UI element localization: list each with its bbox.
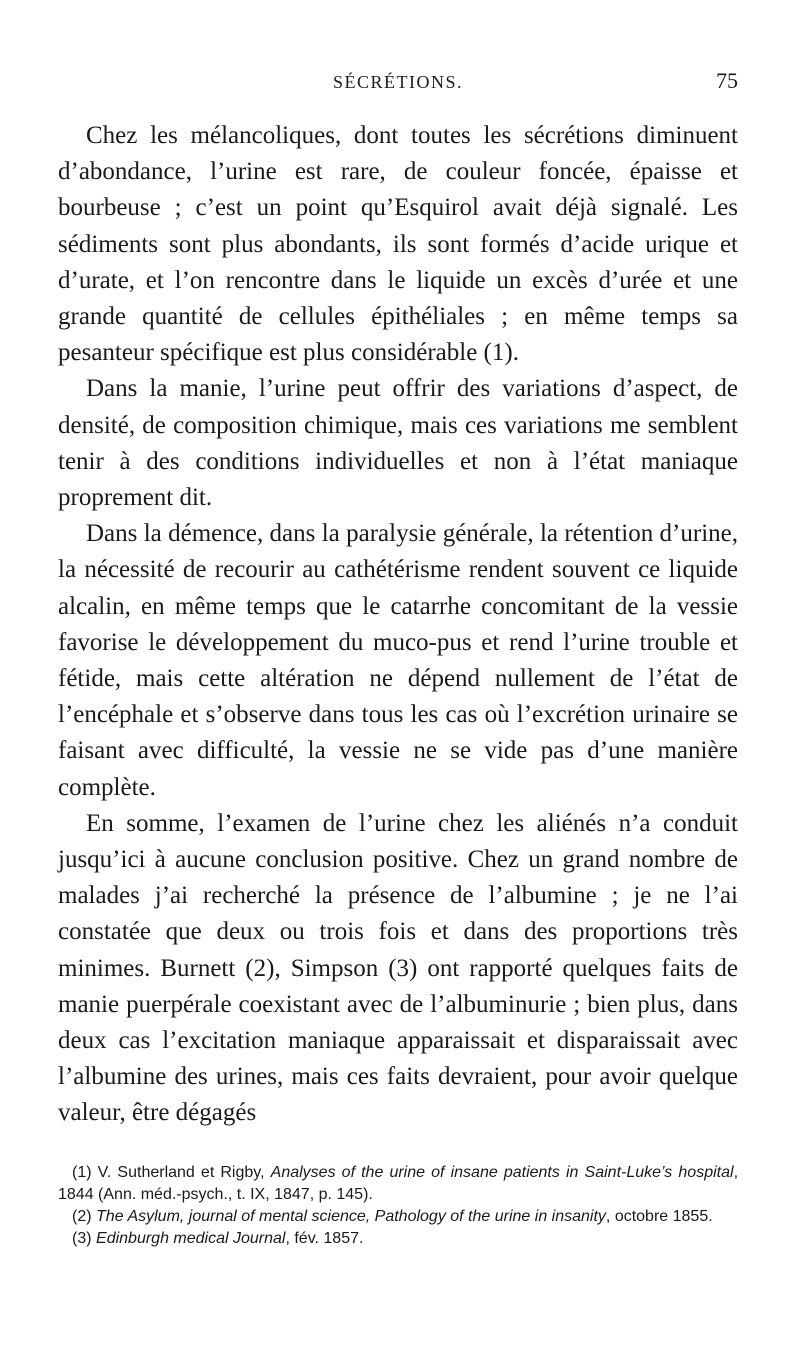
footnote-2: [58, 1206, 738, 1228]
book-page: [58, 0, 738, 1368]
running-head: [58, 0, 738, 100]
paragraph-mania: Dans la manie, l’urine peut offrir des variations d’aspect, de densité, de composition chimique, mais ces variations me semblent tenir à des conditions individuelles et non à l’état maniaque proprement dit.: [58, 375, 738, 512]
footnote-title: The Asylum, journal of mental science, Pathology of the urine in insanity: [96, 1207, 606, 1225]
footnote-text: , 1844 (Ann. méd.-psych., t. IX, 1847, p. 145).: [58, 1163, 739, 1203]
paragraph-melancholia: Chez les mélancoliques, dont toutes les sécrétions diminuent d’abondance, l’urine est rare, de couleur foncée, épaisse et bourbeuse ; c’est un point qu’Esquirol avait déjà signalé. Les sédiments sont plus abondants, ils sont formés d’acide urique et d’urate, et l’on rencontre dans le liquide un excès d’urée et une grande quantité de cellules épithéliales ; en même temps sa pesanteur spécifique est plus considérable (1).: [58, 122, 738, 367]
footnote-marker: (2): [72, 1207, 92, 1225]
footnote-title: Edinburgh medical Journal: [96, 1229, 286, 1247]
footnote-title: Analyses of the urine of insane patients in Saint-Luke’s hospital: [270, 1163, 734, 1181]
footnote-text: , octobre 1855.: [605, 1207, 713, 1225]
footnote-marker: (1): [72, 1163, 92, 1181]
footnote-text: , fév. 1857.: [285, 1229, 364, 1247]
footnote-3: [58, 1228, 738, 1250]
footnote-1: [58, 1162, 738, 1206]
paragraph-summary: En somme, l’examen de l’urine chez les aliénés n’a conduit jusqu’ici à aucune conclusion positive. Chez un grand nombre de malades j’ai recherché la présence de l’albumine ; je ne l’ai constatée que deux ou trois fois et dans des proportions très minimes. Burnett (2), Simpson (3) ont rapporté quelques faits de manie puerpérale coexistant avec de l’albuminurie ; bien plus, dans deux cas l’excitation maniaque apparaissait et disparaissait avec l’albumine des urines, mais ces faits devraient, pour avoir quelque valeur, être dégagés: [58, 809, 738, 1127]
footnote-marker: (3): [72, 1229, 92, 1247]
body-text: [58, 118, 738, 1132]
footnotes: [58, 1162, 738, 1250]
paragraph-dementia: Dans la démence, dans la paralysie générale, la rétention d’urine, la nécessité de recourir au cathétérisme rendent souvent ce liquide alcalin, en même temps que le catarrhe concomitant de la vessie favorise le développement du muco-pus et rend l’urine trouble et fétide, mais cette altération ne dépend nullement de l’état de l’encéphale et s’observe dans tous les cas où l’excrétion urinaire se faisant avec difficulté, la vessie ne se vide pas d’une manière complète.: [58, 520, 738, 801]
chapter-heading: SÉCRÉTIONS.: [332, 72, 463, 92]
footnote-text: V. Sutherland et Rigby,: [97, 1163, 271, 1181]
page-number: 75: [716, 68, 738, 93]
